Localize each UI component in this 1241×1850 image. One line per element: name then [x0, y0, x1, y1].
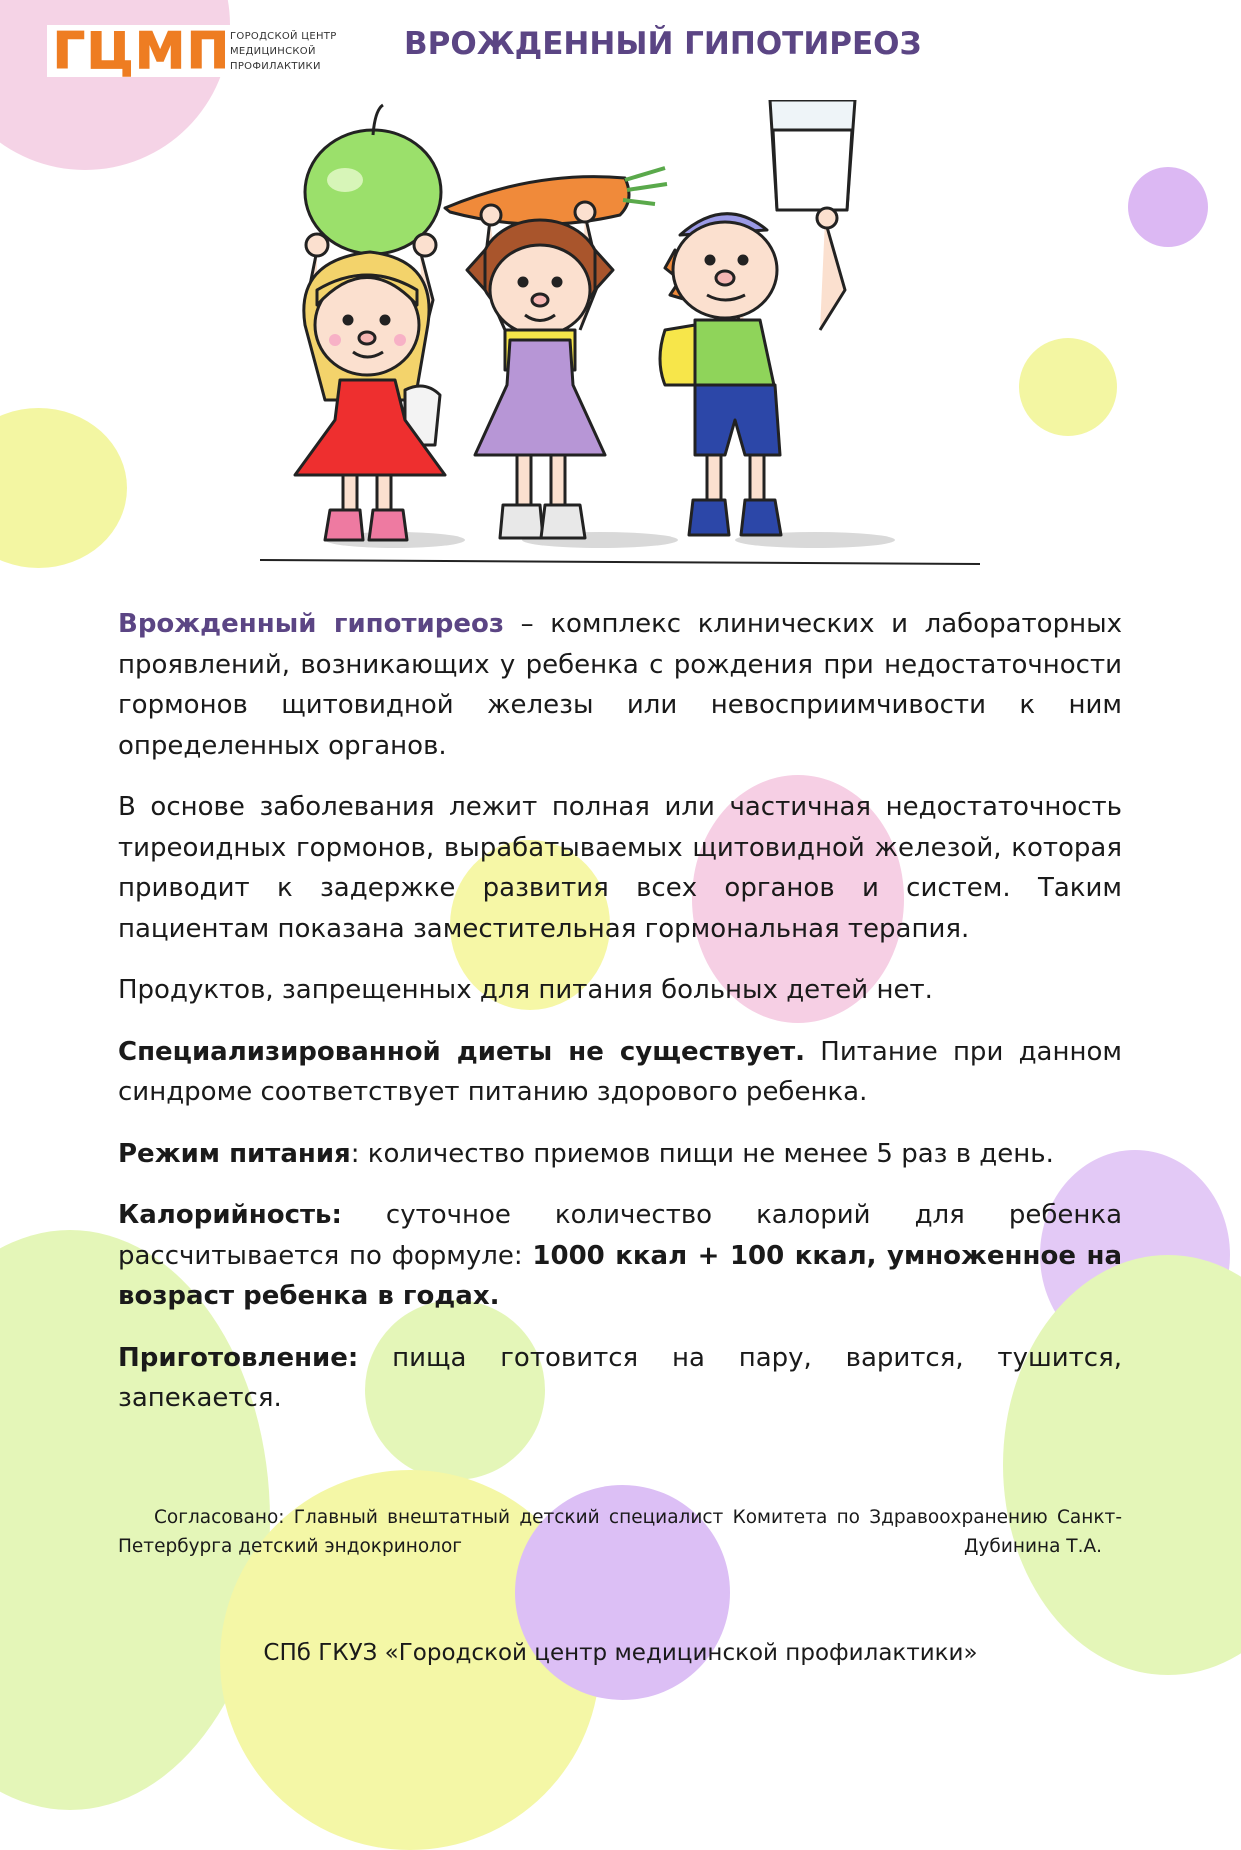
article-body [118, 604, 1122, 1440]
paragraph-definition [118, 604, 1122, 766]
paragraph-cooking [118, 1338, 1122, 1419]
organization-logo [47, 22, 343, 80]
children-holding-food-illustration [255, 100, 995, 570]
bold-lead: Калорийность: [118, 1200, 342, 1230]
bold-lead: Специализированной диеты не существует. [118, 1036, 806, 1067]
approval-signer: Дубинина Т.А. [964, 1536, 1102, 1557]
girl-with-carrot-figure [445, 168, 667, 538]
paragraph-text: : количество приемов пищи не менее 5 раз в день. [350, 1138, 1054, 1169]
boy-with-milk-figure [660, 100, 855, 535]
calorie-formula: 1000 ккал + 100 ккал, умноженное на возраст ребенка в годах. [118, 1240, 1122, 1311]
paragraph-diet [118, 1032, 1122, 1113]
paragraph-text: Питание при данном синдроме соответствует питанию здорового ребенка. [118, 1036, 1122, 1107]
decor-circle-yellow [0, 408, 127, 568]
approval-text: Согласовано: Главный внештатный детский специалист Комитета по Здравоохранению Санкт-Петербурга детский эндокринолог [118, 1507, 1122, 1557]
logo-mark: ГЦМП [53, 22, 231, 80]
paragraph-text: – комплекс клинических и лабораторных проявлений, возникающих у ребенка с рождения при недостаточности гормонов щитовидной железы или невосприимчивости к ним определенных органов. [118, 609, 1122, 761]
bold-lead: Режим питания [118, 1138, 351, 1169]
paragraph-text: В основе заболевания лежит полная или частичная недостаточность тиреоидных гормонов, вырабатываемых щитовидной железой, которая приводит к задержке развития всех органов и систем. Таким пациентам показана заместительная гормональная терапия. [118, 792, 1122, 944]
paragraph-products [118, 970, 1122, 1011]
paragraph-text: Продуктов, запрещенных для питания больных детей нет. [118, 975, 933, 1005]
term-highlight: Врожденный гипотиреоз [118, 609, 504, 639]
page-title: ВРОЖДЕННЫЙ ГИПОТИРЕОЗ [404, 26, 922, 62]
paragraph-cause [118, 787, 1122, 949]
paragraph-meal-schedule [118, 1134, 1122, 1175]
paragraph-calories [118, 1195, 1122, 1317]
girl-with-apple-figure [295, 105, 445, 540]
approval-note [118, 1503, 1122, 1561]
decor-circle-yellow [1019, 338, 1117, 436]
paragraph-text: пища готовится на пару, варится, тушится, запекается. [118, 1342, 1122, 1413]
paragraph-text: суточное количество калорий для ребенка рассчитывается по формуле: [118, 1200, 1122, 1271]
bold-lead: Приготовление: [118, 1342, 359, 1373]
decor-circle-purple [1128, 167, 1208, 247]
logo-text: ГОРОДСКОЙ ЦЕНТР МЕДИЦИНСКОЙ ПРОФИЛАКТИКИ [230, 31, 337, 72]
footer-organization: СПб ГКУЗ «Городской центр медицинской профилактики» [263, 1640, 978, 1666]
